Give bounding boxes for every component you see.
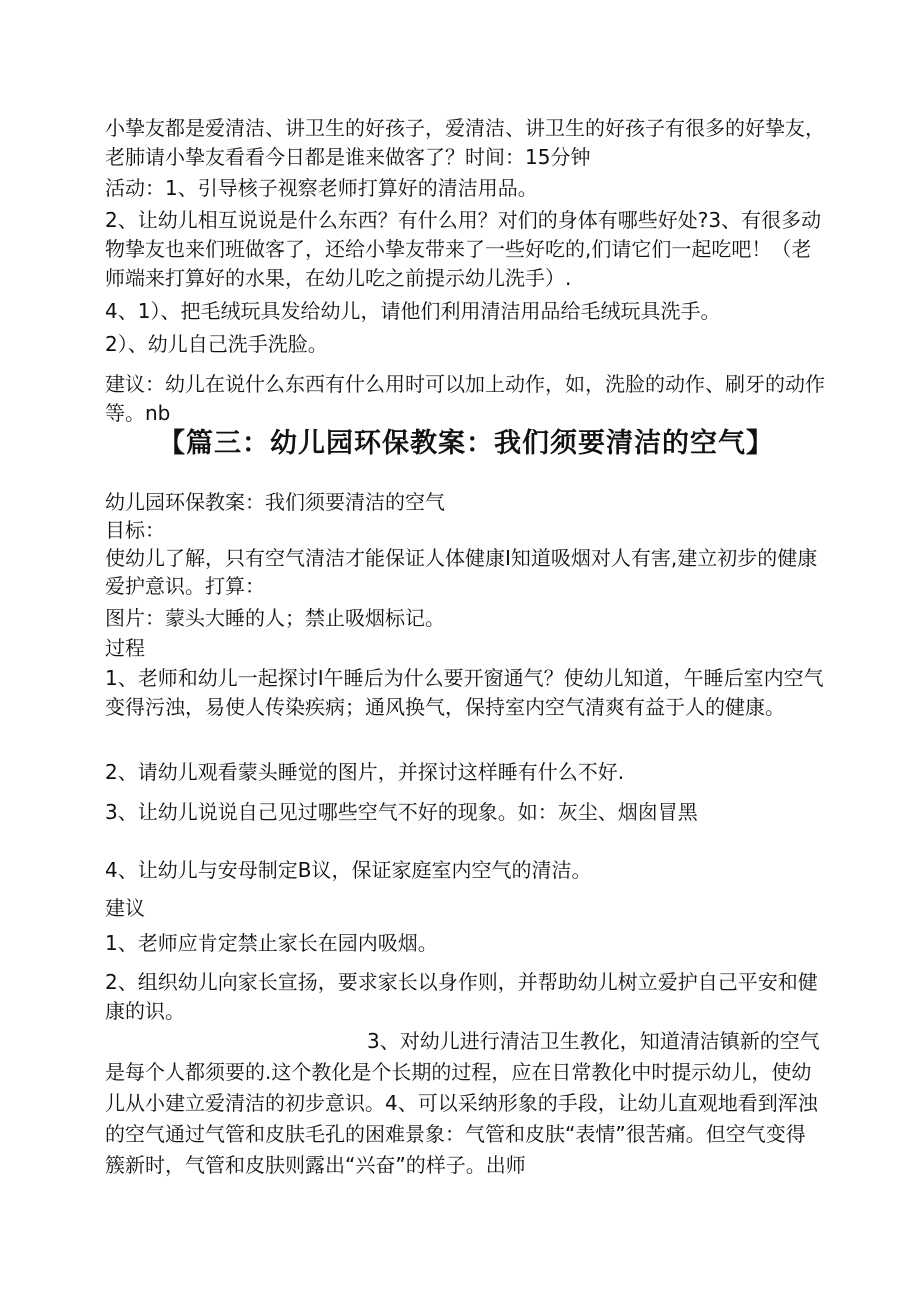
goal-text: 使幼儿了解，只有空气清洁才能保证人体健康I知道吸烟对人有害,建立初步的健康爱护意识。打算： [105, 546, 818, 598]
advice-step-3-4: 3、对幼儿进行清洁卫生教化，知道清洁镇新的空气是每个人都须要的.这个教化是个长期的过程，应在日常教化中时提示幼儿，使幼儿从小建立爱清洁的初步意识。4、可以采纳形象的手段，让幼儿直观地看到浑浊的空气通过气管和皮肤毛孔的困难景象：气管和皮肤“表情”很苦痛。但空气变得簇新时，气管和皮肤则露出“兴奋”的样子。出师 [105, 1029, 820, 1177]
lesson-title: 幼儿园环保教案：我们须要清洁的空气 [105, 490, 445, 514]
suggestion-paragraph: 建议：幼儿在说什么东西有什么用时可以加上动作，如，洗脸的动作、刷牙的动作等。nb [105, 372, 825, 425]
advice-step-1: 1、老师应肯定禁止家长在园内吸烟。 [105, 931, 438, 955]
activity-step-4-2: 2）、幼儿自己洗手洗脸。 [105, 332, 328, 356]
goal-label: 目标： [105, 518, 165, 542]
section-heading: 【篇三：幼儿园环保教案：我们须要清洁的空气】 [158, 428, 774, 459]
intro-paragraph: 小挚友都是爱清洁、讲卫生的好孩子，爱清洁、讲卫生的好孩子有很多的好挚友，老肺请小挚友看看今日都是谁来做客了？时间：15分钟 [105, 116, 825, 169]
advice-label: 建议 [105, 896, 145, 920]
activity-step-1: 活动：1、引导核子视察老师打算好的清洁用品。 [105, 176, 538, 200]
materials-text: 图片：蒙头大睡的人；禁止吸烟标记。 [105, 606, 445, 630]
advice-step-2: 2、组织幼儿向家长宣扬，要求家长以身作则，并帮助幼儿树立爱护自己平安和健康的识。 [105, 970, 818, 1023]
process-step-3: 3、让幼儿说说自己见过哪些空气不好的现象。如：灰尘、烟囱冒黑 [105, 800, 698, 824]
process-step-2: 2、请幼儿观看蒙头睡觉的图片，并探讨这样睡有什么不好. [105, 760, 625, 784]
process-label: 过程 [105, 636, 145, 660]
activity-step-4-1: 4、1）、把毛绒玩具发给幼儿，请他们利用清洁用品给毛绒玩具洗手。 [105, 299, 721, 323]
process-step-1: 1、老师和幼儿一起探讨I午睡后为什么要开窗通气？使幼儿知道，午睡后室内空气变得污浊，易使人传染疾病；通风换气，保持室内空气清爽有益于人的健康。 [105, 666, 824, 719]
process-step-4: 4、让幼儿与安母制定B议，保证家庭室内空气的清洁。 [105, 858, 592, 882]
activity-step-2-3: 2、让幼儿相互说说是什么东西？有什么用？对们的身体有哪些好处?3、有很多动物挚友也来们班做客了，还给小挚友带来了一些好吃的,们请它们一起吃吧！（老师端来打算好的水果，在幼儿吃之前提示幼儿洗手）. [105, 208, 822, 290]
